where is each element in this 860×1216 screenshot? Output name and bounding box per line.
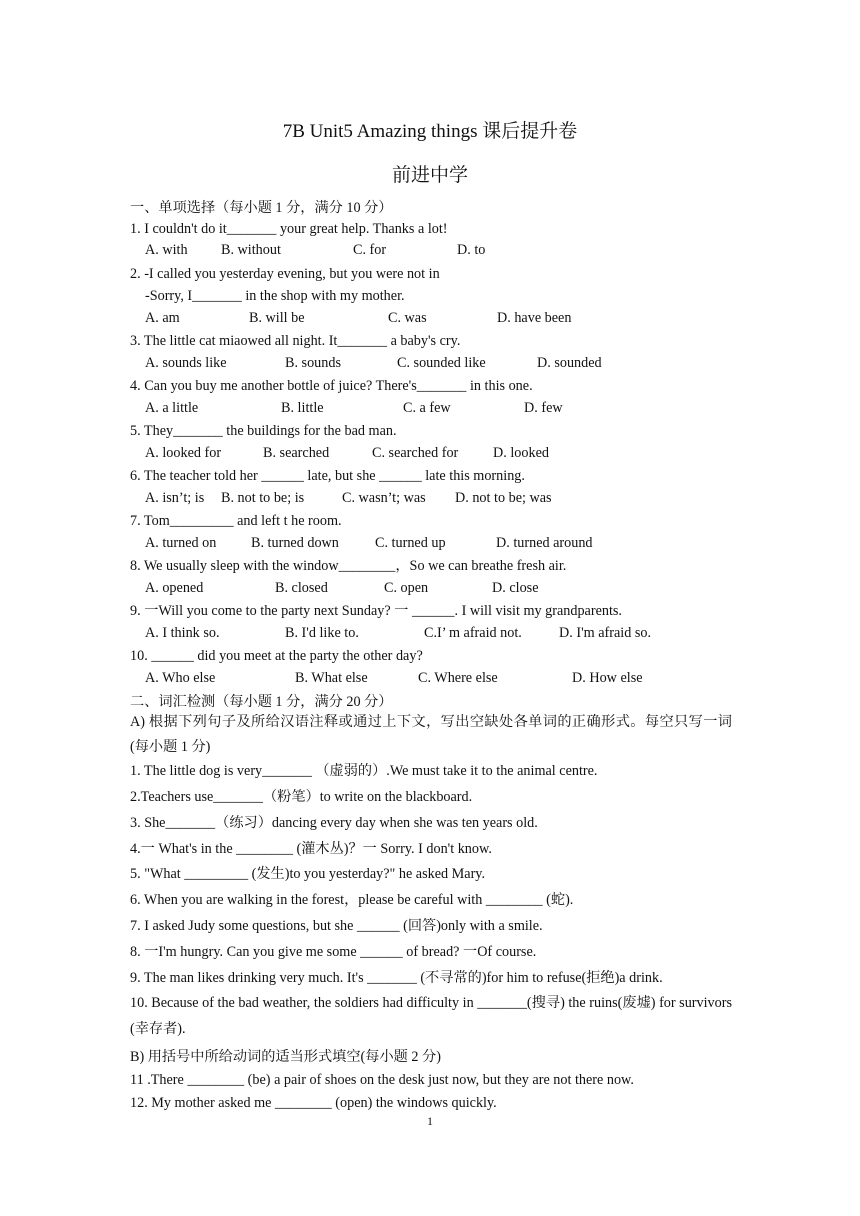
option-b: B. not to be; is — [221, 490, 305, 506]
question-2: 2. -I called you yesterday evening, but you were not in — [130, 266, 440, 282]
option-a: A. am — [145, 310, 180, 326]
option-a: A. with — [145, 242, 188, 258]
question-4: 4. Can you buy me another bottle of juice? There's_______ in this one. — [130, 378, 533, 394]
option-c: C. open — [384, 580, 429, 596]
option-c: C. Where else — [418, 670, 498, 686]
question-1: 1. I couldn't do it_______ your great help. Thanks a lot! — [130, 221, 448, 237]
vocab-item-10: 10. Because of the bad weather, the soldiers had difficulty in _______(搜寻) the ruins(废墟) for survivors (幸存者). — [130, 995, 732, 1037]
option-d: D. sounded — [537, 355, 602, 371]
option-c: C. for — [353, 242, 387, 258]
option-a: A. opened — [145, 580, 204, 596]
option-d: D. turned around — [496, 535, 593, 551]
option-b: B. closed — [275, 580, 328, 596]
option-a: A. turned on — [145, 535, 217, 551]
option-c: C. searched for — [372, 445, 459, 461]
vocab-item-5: 5. "What _________ (发生)to you yesterday?" he asked Mary. — [130, 866, 486, 882]
section-1-heading: 一、单项选择（每小题 1 分，满分 10 分） — [130, 200, 393, 216]
option-d: D. to — [457, 242, 486, 258]
option-d: D. have been — [497, 310, 572, 326]
vocab-item-6: 6. When you are walking in the forest，please be careful with ________ (蛇). — [130, 892, 574, 908]
vocab-item-7: 7. I asked Judy some questions, but she ______ (回答)only with a smile. — [130, 918, 543, 934]
option-d: D. looked — [493, 445, 549, 461]
option-c: C.I’ m afraid not. — [424, 625, 522, 641]
verb-item-12: 12. My mother asked me ________ (open) the windows quickly. — [130, 1095, 497, 1111]
part-b-instruction: B) 用括号中所给动词的适当形式填空(每小题 2 分) — [130, 1049, 441, 1065]
question-7: 7. Tom_________ and left t he room. — [130, 513, 342, 529]
option-a: A. a little — [145, 400, 199, 416]
option-d: D. How else — [572, 670, 643, 686]
option-d: D. few — [524, 400, 563, 416]
verb-item-11: 11 .There ________ (be) a pair of shoes on the desk just now, but they are not there now. — [130, 1072, 634, 1088]
option-b: B. turned down — [251, 535, 339, 551]
option-c: C. turned up — [375, 535, 446, 551]
question-2-line-2: -Sorry, I_______ in the shop with my mother. — [145, 288, 405, 304]
part-a-instruction: A) 根据下列句子及所给汉语注释或通过上下文，写出空缺处各单词的正确形式。每空只写一词(每小题 1 分) — [130, 714, 732, 755]
section-2-heading: 二、词汇检测（每小题 1 分，满分 20 分） — [130, 694, 393, 710]
option-b: B. sounds — [285, 355, 341, 371]
document-title: 7B Unit5 Amazing things 课后提升卷 — [282, 121, 578, 142]
option-a: A. Who else — [145, 670, 216, 686]
question-5: 5. They_______ the buildings for the bad man. — [130, 423, 397, 439]
vocab-item-2: 2.Teachers use_______（粉笔）to write on the blackboard. — [130, 789, 473, 805]
option-d: D. not to be; was — [455, 490, 552, 506]
question-3: 3. The little cat miaowed all night. It_______ a baby's cry. — [130, 333, 461, 349]
school-name: 前进中学 — [391, 165, 468, 186]
option-b: B. I'd like to. — [285, 625, 359, 641]
option-c: C. sounded like — [397, 355, 486, 371]
vocab-item-3: 3. She_______（练习）dancing every day when she was ten years old. — [130, 815, 538, 831]
option-b: B. without — [221, 242, 281, 258]
vocab-item-8: 8. 一I'm hungry. Can you give me some ______ of bread? 一Of course. — [130, 944, 537, 960]
option-d: D. close — [492, 580, 539, 596]
option-d: D. I'm afraid so. — [559, 625, 651, 641]
vocab-item-1: 1. The little dog is very_______ （虚弱的）.We must take it to the animal centre. — [130, 763, 598, 779]
option-a: A. isn’t; is — [145, 490, 205, 506]
page-number: 1 — [427, 1114, 433, 1128]
option-b: B. searched — [263, 445, 330, 461]
option-b: B. will be — [249, 310, 305, 326]
option-a: A. looked for — [145, 445, 222, 461]
vocab-item-4: 4.一 What's in the ________ (灌木丛)？一 Sorry. I don't know. — [130, 841, 492, 857]
option-c: C. wasn’t; was — [342, 490, 426, 506]
question-6: 6. The teacher told her ______ late, but she ______ late this morning. — [130, 468, 525, 484]
option-a: A. sounds like — [145, 355, 227, 371]
question-9: 9. 一Will you come to the party next Sunday? 一 ______. I will visit my grandparents. — [130, 603, 622, 619]
question-10: 10. ______ did you meet at the party the other day? — [130, 648, 423, 664]
option-c: C. a few — [403, 400, 451, 416]
option-a: A. I think so. — [145, 625, 220, 641]
option-b: B. little — [281, 400, 324, 416]
option-b: B. What else — [295, 670, 368, 686]
vocab-item-9: 9. The man likes drinking very much. It's _______ (不寻常的)for him to refuse(拒绝)a drink. — [130, 970, 663, 986]
question-8: 8. We usually sleep with the window________，So we can breathe fresh air. — [130, 558, 567, 574]
option-c: C. was — [388, 310, 427, 326]
